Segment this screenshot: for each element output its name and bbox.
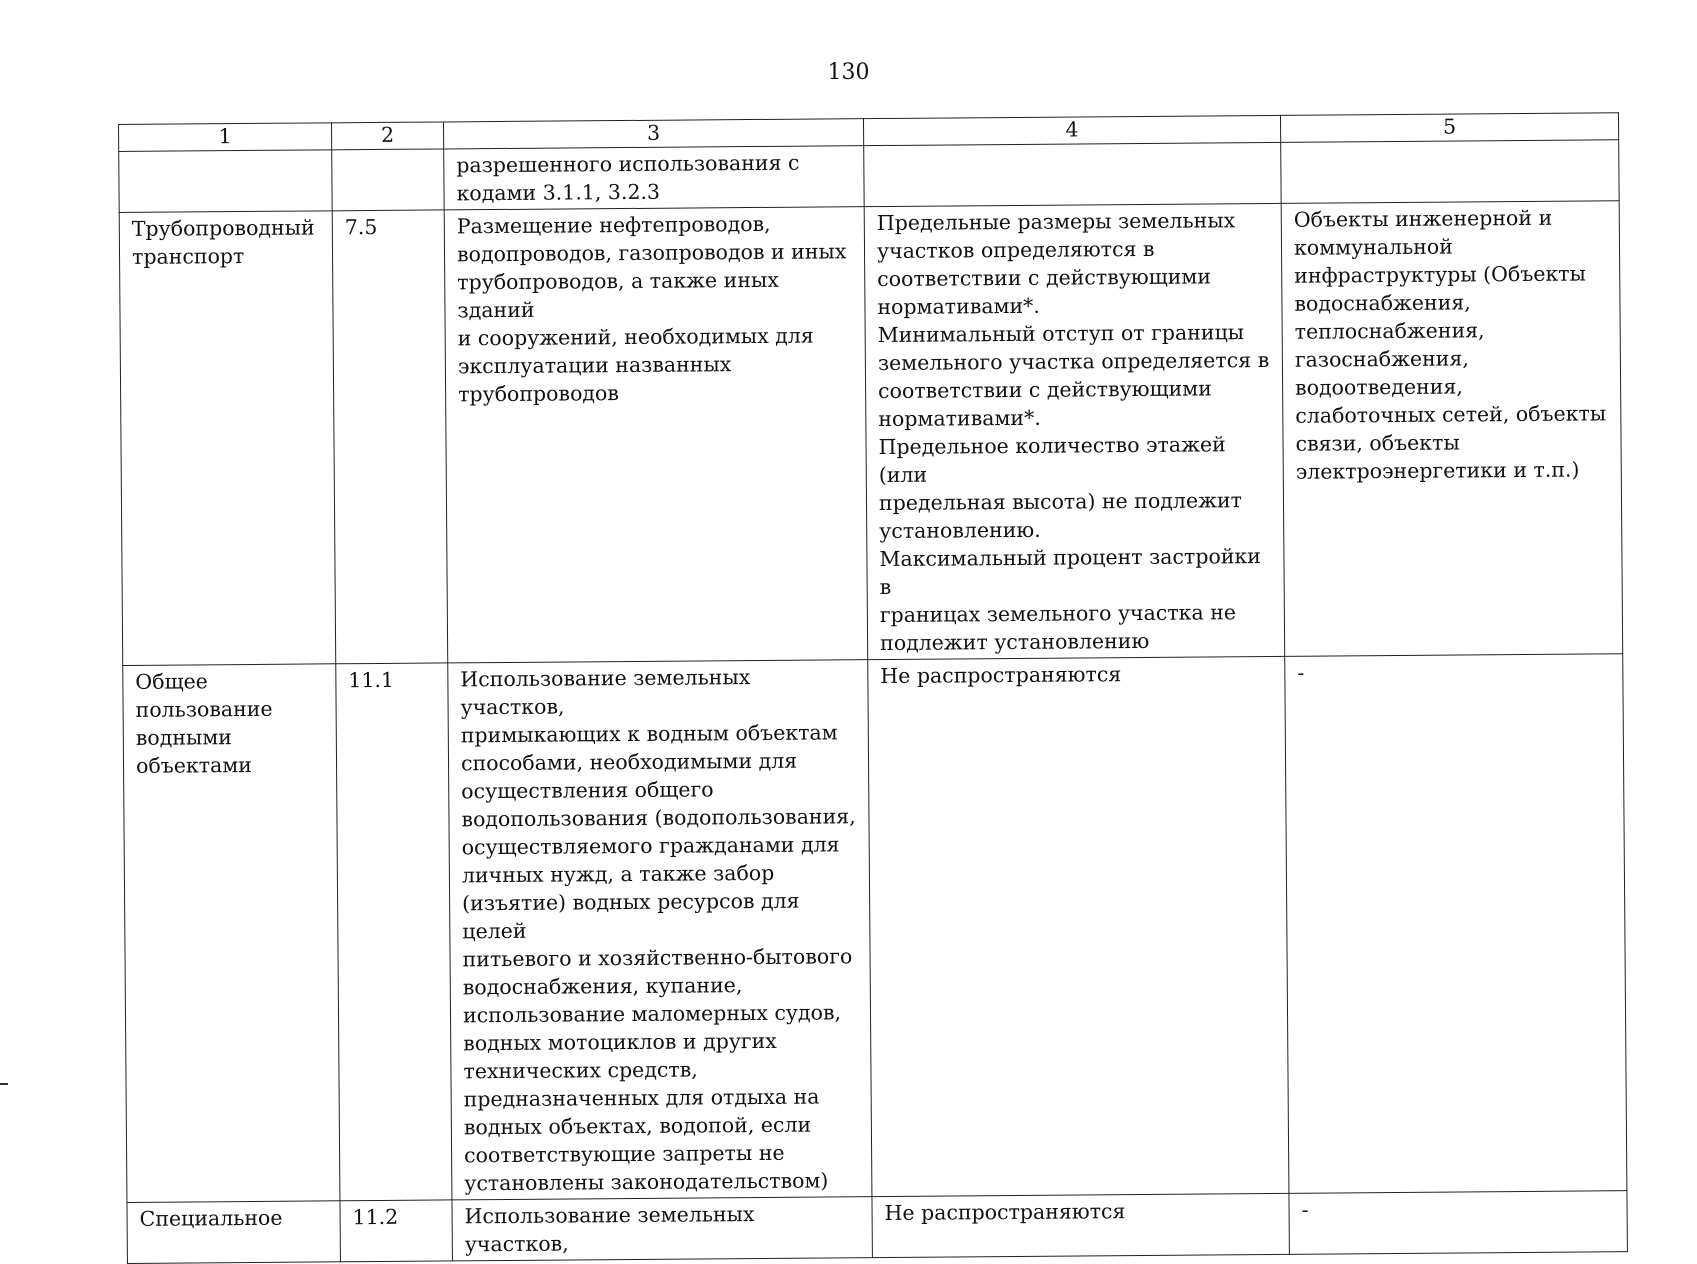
- use-name-cell: Общее пользование водными объектами: [123, 664, 340, 1203]
- infrastructure-cell: Объекты инженерной и коммунальной инфраструктуры (Объекты водоснабжения, теплоснабжения, газоснабжения, водоотведения, слаботочных сетей, объекты связи, объекты электроэнергетики и т.п.): [1281, 201, 1623, 657]
- parameters-cell: Предельные размеры земельных участков определяются в соответствии с действующими нормативами*. Минимальный отступ от границы земельного участка определяется в соответствии с действующими нормативами*. Предельное количество этажей (или предельная высота) не подлежит установлению. Максимальный процент застройки в границах земельного участка не подлежит установлению: [864, 203, 1285, 659]
- use-description-cell: Использование земельных участков,: [452, 1197, 872, 1261]
- use-name-cell: Трубопроводный транспорт: [119, 211, 336, 666]
- use-code-cell: 11.2: [340, 1200, 452, 1262]
- use-description-cell: Размещение нефтепроводов, водопроводов, газопроводов и иных трубопроводов, а также иных зданий и сооружений, необходимых для эксплуатации названных трубопроводов: [444, 207, 868, 663]
- regulations-table: [118, 112, 1628, 1264]
- infrastructure-cell: [1281, 140, 1619, 204]
- use-code-cell: [332, 149, 444, 211]
- table-row: [127, 1191, 1627, 1264]
- infrastructure-cell: -: [1285, 654, 1627, 1194]
- use-description-cell: разрешенного использования с кодами 3.1.1, 3.2.3: [444, 146, 864, 210]
- scan-edge-mark: [0, 1083, 8, 1085]
- use-name-cell: Специальное: [127, 1201, 340, 1264]
- table-row: [123, 654, 1627, 1203]
- parameters-cell: Не распространяются: [868, 656, 1289, 1196]
- header-cell-4: 4: [863, 115, 1280, 145]
- page-number: 130: [827, 60, 870, 85]
- use-code-cell: 7.5: [332, 210, 448, 664]
- use-code-cell: 11.1: [336, 663, 452, 1201]
- parameters-cell: [864, 142, 1281, 206]
- infrastructure-cell: -: [1289, 1191, 1627, 1255]
- header-cell-5: 5: [1280, 113, 1618, 143]
- parameters-cell: Не распространяются: [872, 1193, 1289, 1257]
- table-row: [119, 201, 1623, 666]
- header-cell-2: 2: [331, 122, 443, 150]
- use-description-cell: Использование земельных участков, примыкающих к водным объектам способами, необходимыми для осуществления общего водопользования (водопользования, осуществляемого гражданами для личных нужд, а также забор (изъятие) водных ресурсов для целей питьевого и хозяйственно-бытового водоснабжения, купание, использование маломерных судов, водных мотоциклов и других технических средств, предназначенных для отдыха на водных объектах, водопой, если соответствующие запреты не установлены законодательством): [448, 660, 872, 1200]
- header-cell-3: 3: [443, 119, 863, 149]
- use-name-cell: [119, 150, 332, 213]
- header-cell-1: 1: [119, 123, 332, 152]
